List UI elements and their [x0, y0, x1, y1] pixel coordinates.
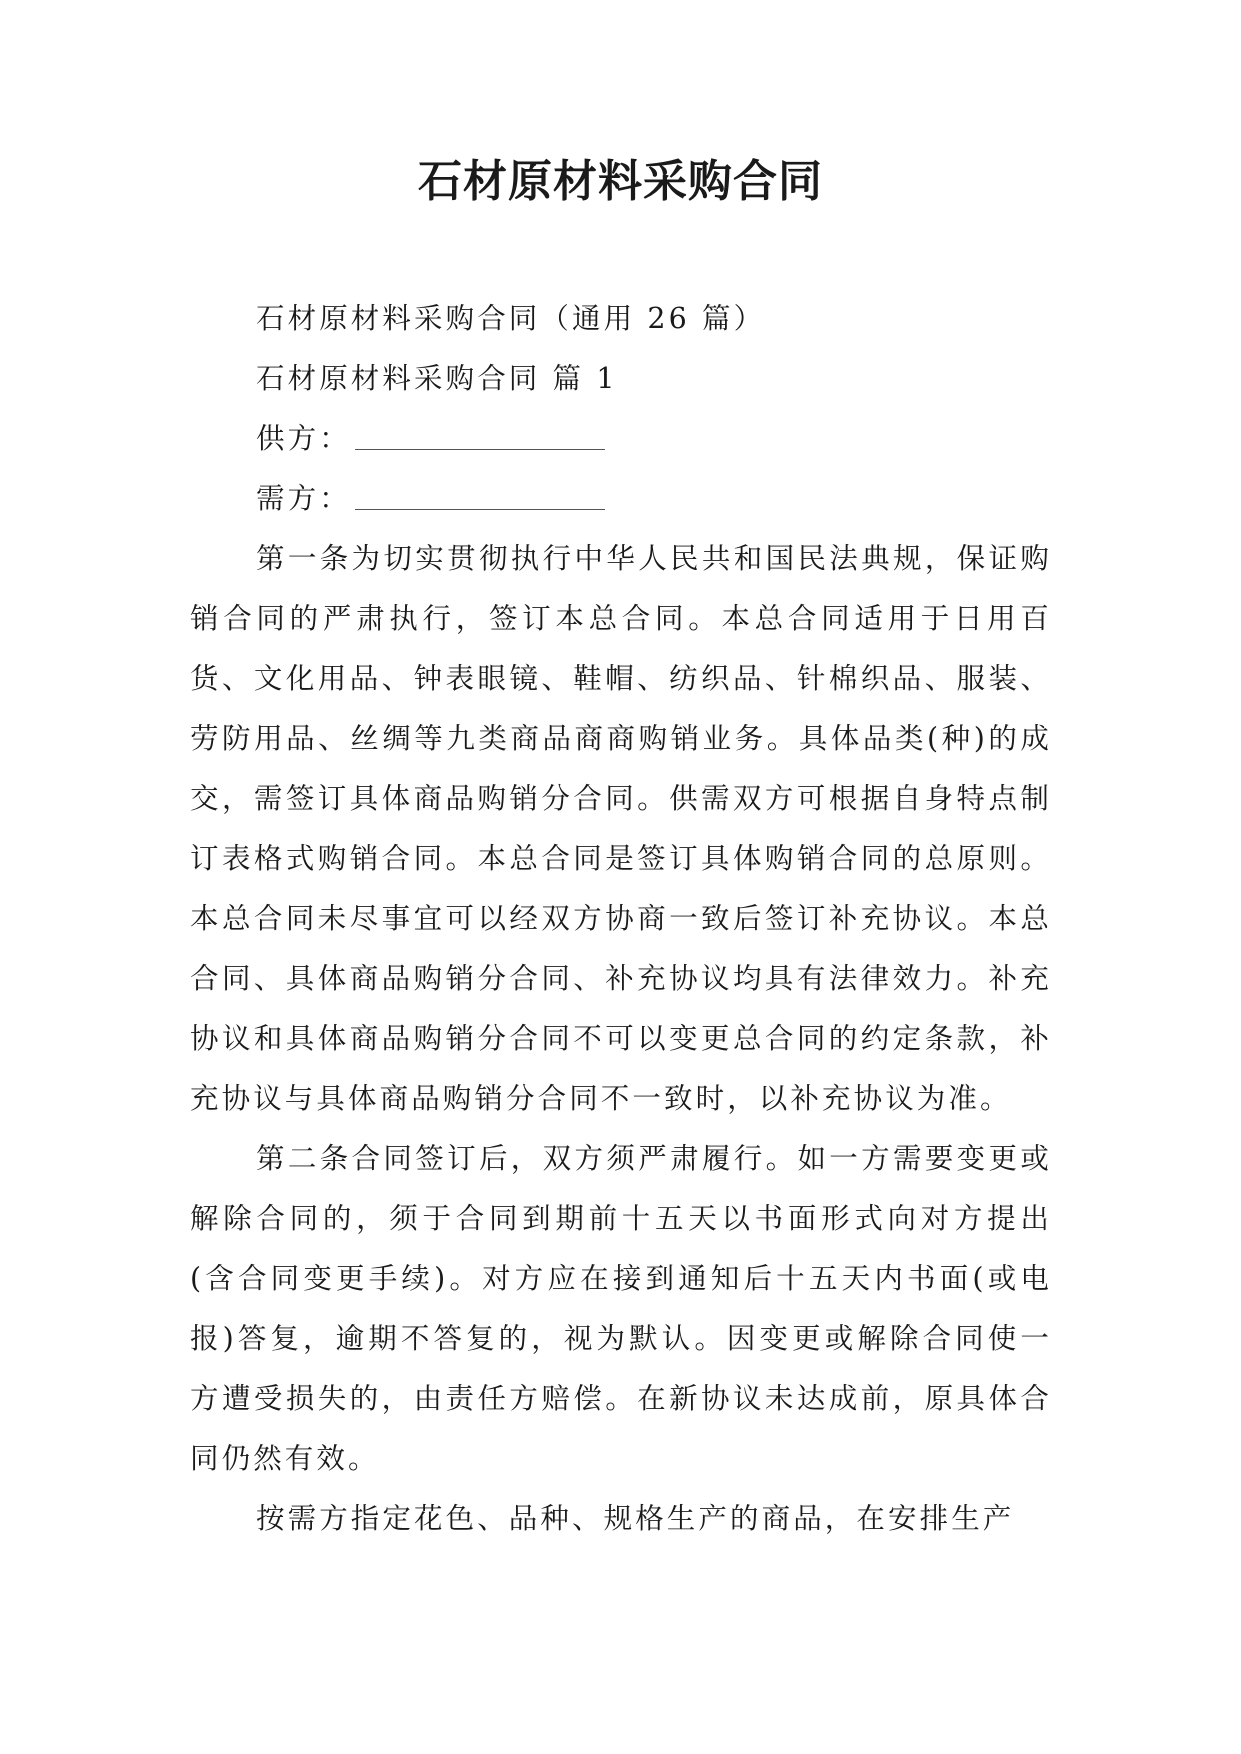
supplier-blank-field — [355, 447, 605, 450]
article-2-paragraph: 第二条合同签订后，双方须严肃履行。如一方需要变更或解除合同的，须于合同到期前十五天以书面形式向对方提出(含合同变更手续)。对方应在接到通知后十五天内书面(或电报)答复，逾期不答复的，视为默认。因变更或解除合同使一方遭受损失的，由责任方赔偿。在新协议未达成前，原具体合同仍然有效。 — [190, 1142, 1052, 1475]
supplier-line — [190, 409, 1052, 469]
document-subtitle: 石材原材料采购合同（通用 26 篇） — [256, 302, 766, 335]
buyer-label: 需方： — [256, 482, 351, 515]
document-title: 石材原材料采购合同 — [418, 156, 823, 207]
section-heading: 石材原材料采购合同 篇 1 — [256, 362, 618, 395]
buyer-line — [190, 469, 1052, 529]
document-body — [190, 289, 1052, 1549]
supplier-label: 供方： — [256, 422, 351, 455]
custom-order-paragraph: 按需方指定花色、品种、规格生产的商品，在安排生产 — [256, 1502, 1015, 1535]
buyer-blank-field — [355, 507, 605, 510]
article-1-paragraph: 第一条为切实贯彻执行中华人民共和国民法典规，保证购销合同的严肃执行，签订本总合同。本总合同适用于日用百货、文化用品、钟表眼镜、鞋帽、纺织品、针棉织品、服装、劳防用品、丝绸等九类商品商商购销业务。具体品类(种)的成交，需签订具体商品购销分合同。供需双方可根据自身特点制订表格式购销合同。本总合同是签订具体购销合同的总原则。本总合同未尽事宜可以经双方协商一致后签订补充协议。本总合同、具体商品购销分合同、补充协议均具有法律效力。补充协议和具体商品购销分合同不可以变更总合同的约定条款，补充协议与具体商品购销分合同不一致时，以补充协议为准。 — [190, 542, 1052, 1115]
